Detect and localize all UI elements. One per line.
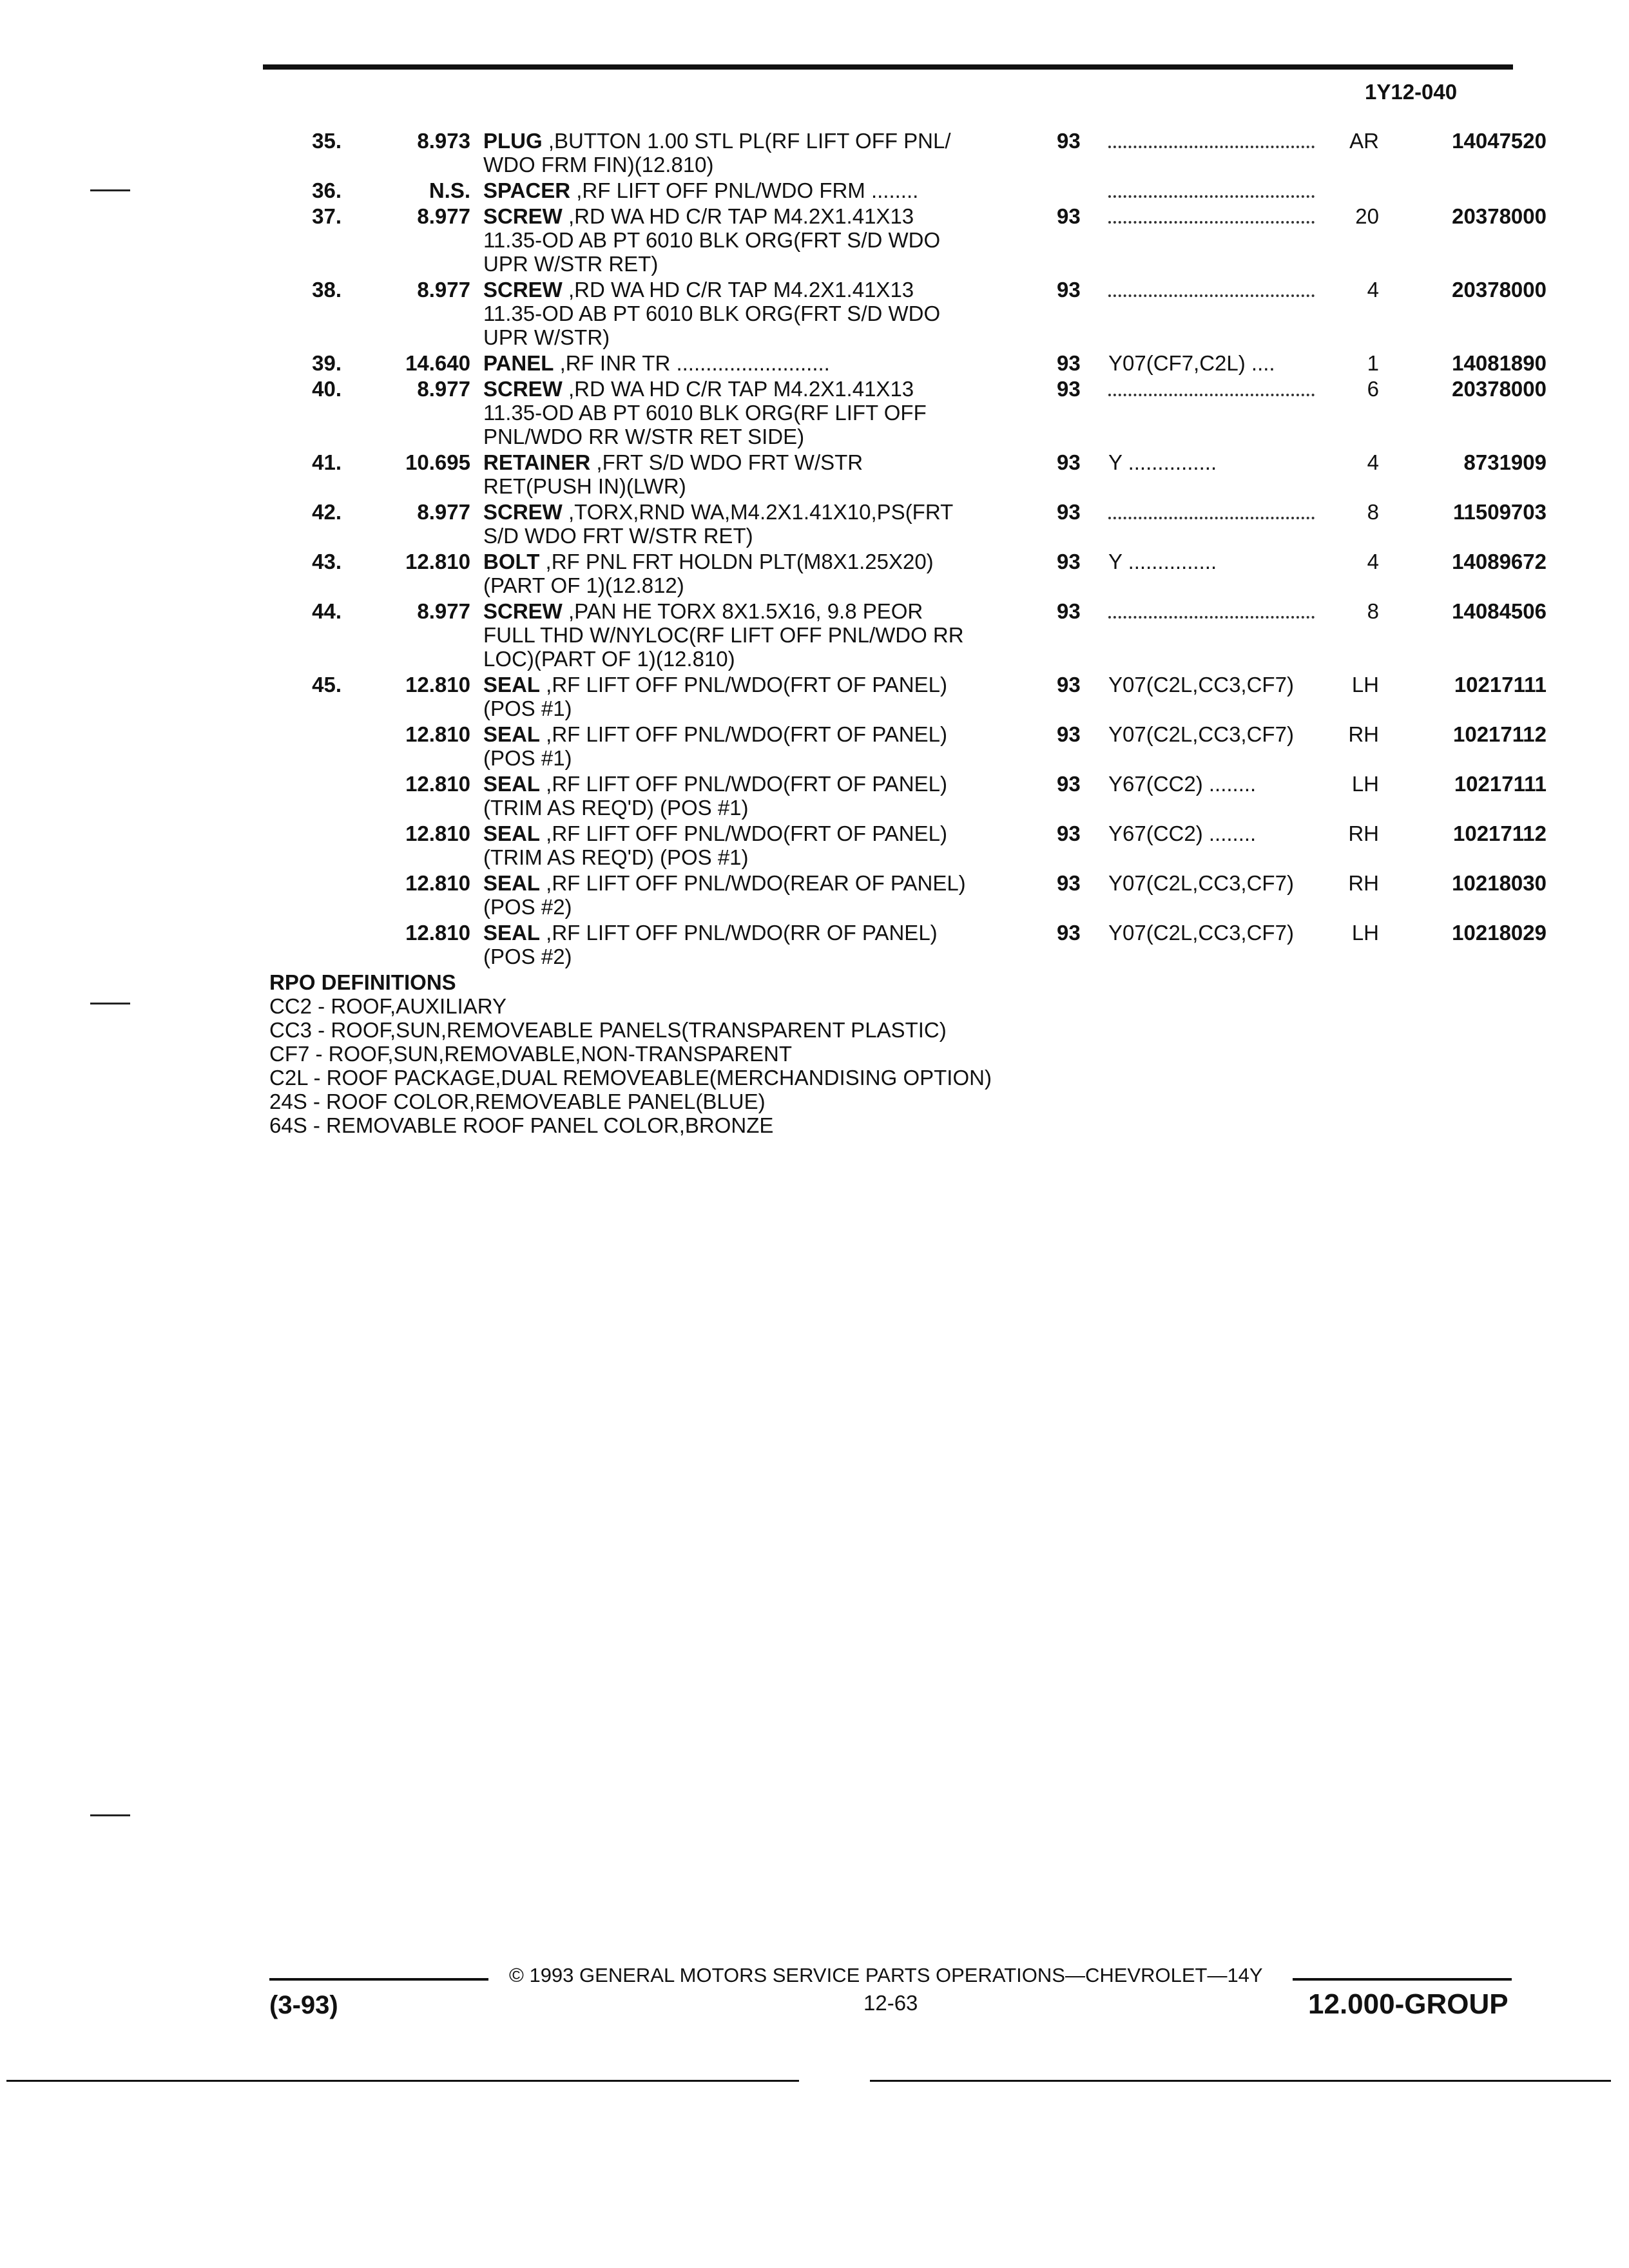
part-option [1108,871,1347,895]
part-description [483,204,1031,276]
part-name: PLUG [483,129,543,153]
part-option-text: Y07(C2L,CC3,CF7) [1108,722,1294,746]
part-description [483,278,1031,349]
part-number: 10217112 [1452,722,1547,746]
part-option [1108,204,1347,224]
part-number: 11509703 [1452,500,1547,524]
part-description [483,673,1031,720]
part-group-number: 12.810 [405,822,470,845]
part-name: RETAINER [483,450,591,474]
part-desc-line: ,RF LIFT OFF PNL/WDO(FRT OF PANEL) [540,772,947,796]
part-desc-line: UPR W/STR) [483,325,610,349]
part-row [258,722,1547,770]
part-name: SEAL [483,822,541,845]
part-quantity: 4 [1367,550,1379,573]
part-desc-line: ,RF LIFT OFF PNL/WDO(FRT OF PANEL) [540,822,947,845]
part-quantity: RH [1348,722,1379,746]
part-year: 93 [1057,722,1081,746]
part-desc-line: 11.35-OD AB PT 6010 BLK ORG(FRT S/D WDO [483,302,941,325]
part-group-number: 8.977 [417,500,470,524]
bottom-rule-left [6,2080,799,2082]
part-number: 20378000 [1452,204,1547,228]
binding-mark [90,1003,130,1004]
part-name: SEAL [483,871,541,895]
part-number: 10218029 [1452,921,1547,945]
part-group-number: 12.810 [405,550,470,573]
part-group-number: 10.695 [405,450,470,474]
part-number: 14089672 [1452,550,1547,573]
part-year: 93 [1057,921,1081,945]
part-name: SEAL [483,722,541,746]
footer-date: (3-93) [269,1991,338,2019]
page-code: 1Y12-040 [1365,80,1458,104]
part-option-text: Y67(CC2) ........ [1108,772,1257,796]
part-name: SPACER [483,178,571,202]
part-option [1108,673,1347,697]
part-row [258,204,1547,276]
part-option-text [1108,500,1315,519]
part-group-number: 8.977 [417,204,470,228]
part-desc-line: ,BUTTON 1.00 STL PL(RF LIFT OFF PNL/ [542,129,951,153]
part-description [483,377,1031,448]
part-name: BOLT [483,550,540,573]
part-row [258,377,1547,448]
part-quantity: 4 [1367,450,1379,474]
part-description [483,550,1031,597]
rpo-item: CC2 - ROOF,AUXILIARY [269,994,506,1018]
part-number: 10217111 [1454,772,1547,796]
rpo-item: CC3 - ROOF,SUN,REMOVEABLE PANELS(TRANSPARENT PLASTIC) [269,1018,947,1042]
part-option-text: Y ............... [1108,450,1217,474]
part-row [258,500,1547,548]
parts-list [258,129,1547,968]
part-option-text [1108,178,1315,198]
part-row [258,599,1547,671]
part-option [1108,921,1347,945]
part-ref-number: 45. [312,673,342,697]
part-option [1108,500,1347,519]
part-year: 93 [1057,772,1081,796]
part-row [258,550,1547,597]
part-desc-line: ,RF LIFT OFF PNL/WDO(REAR OF PANEL) [540,871,966,895]
part-desc-line: ,RF LIFT OFF PNL/WDO FRM ........ [570,178,919,202]
part-group-number: 14.640 [405,351,470,375]
part-option [1108,722,1347,746]
footer-rule-left [269,1978,488,1981]
part-ref-number: 35. [312,129,342,153]
part-option-text: Y ............... [1108,550,1217,573]
part-row [258,822,1547,869]
part-desc-line: WDO FRM FIN)(12.810) [483,153,714,177]
part-row [258,351,1547,375]
part-description [483,351,1031,375]
part-number: 14047520 [1452,129,1547,153]
binding-mark [90,1814,130,1816]
part-desc-line: ,TORX,RND WA,M4.2X1.41X10,PS(FRT [562,500,954,524]
part-desc-line: RET(PUSH IN)(LWR) [483,474,686,498]
part-row [258,772,1547,820]
part-year: 93 [1057,129,1081,153]
part-row [258,450,1547,498]
part-description [483,921,1031,968]
part-ref-number: 44. [312,599,342,623]
rpo-item: 24S - ROOF COLOR,REMOVEABLE PANEL(BLUE) [269,1090,766,1113]
part-name: SEAL [483,673,541,697]
part-group-number: 8.977 [417,278,470,302]
part-name: PANEL [483,351,554,375]
part-option [1108,772,1347,796]
part-name: SCREW [483,500,563,524]
part-description [483,500,1031,548]
part-year: 93 [1057,550,1081,573]
part-quantity: RH [1348,822,1379,845]
rpo-item: C2L - ROOF PACKAGE,DUAL REMOVEABLE(MERCHANDISING OPTION) [269,1066,992,1090]
part-desc-line: (POS #2) [483,945,572,968]
part-desc-line: PNL/WDO RR W/STR RET SIDE) [483,425,805,448]
part-option [1108,351,1347,375]
part-desc-line: (POS #2) [483,895,572,919]
part-row [258,178,1547,202]
part-option-text: Y67(CC2) ........ [1108,822,1257,845]
part-desc-line: FULL THD W/NYLOC(RF LIFT OFF PNL/WDO RR [483,623,964,647]
part-row [258,278,1547,349]
part-group-number: 8.973 [417,129,470,153]
footer-copyright: © 1993 GENERAL MOTORS SERVICE PARTS OPERATIONS—CHEVROLET—14Y [509,1964,1263,1986]
part-desc-line: 11.35-OD AB PT 6010 BLK ORG(FRT S/D WDO [483,228,941,252]
part-ref-number: 43. [312,550,342,573]
part-number: 14084506 [1452,599,1547,623]
part-desc-line: 11.35-OD AB PT 6010 BLK ORG(RF LIFT OFF [483,401,927,425]
part-number: 8731909 [1463,450,1547,474]
part-desc-line: (POS #1) [483,697,572,720]
footer-page-number: 12-63 [863,1991,918,2015]
binding-mark [90,189,130,191]
part-desc-line: ,RF LIFT OFF PNL/WDO(FRT OF PANEL) [540,673,947,697]
part-option-text [1108,129,1315,148]
part-row [258,871,1547,919]
part-desc-line: (PART OF 1)(12.812) [483,573,684,597]
part-option [1108,550,1347,573]
part-desc-line: S/D WDO FRT W/STR RET) [483,524,753,548]
part-number: 10217112 [1452,822,1547,845]
part-ref-number: 36. [312,178,342,202]
part-year: 93 [1057,377,1081,401]
part-quantity: LH [1351,673,1379,697]
part-description [483,822,1031,869]
part-year: 93 [1057,450,1081,474]
part-description [483,871,1031,919]
part-desc-line: ,RF LIFT OFF PNL/WDO(RR OF PANEL) [540,921,938,945]
part-quantity: AR [1349,129,1379,153]
part-quantity: 6 [1367,377,1379,401]
part-description [483,722,1031,770]
part-option-text [1108,377,1315,396]
part-description [483,178,1031,202]
part-year: 93 [1057,673,1081,697]
part-name: SEAL [483,921,541,945]
part-quantity: 8 [1367,599,1379,623]
part-option [1108,822,1347,845]
part-option [1108,599,1347,619]
part-group-number: 12.810 [405,673,470,697]
part-group-number: N.S. [429,178,470,202]
part-group-number: 12.810 [405,772,470,796]
part-name: SCREW [483,278,563,302]
part-option [1108,450,1347,474]
part-year: 93 [1057,351,1081,375]
part-name: SEAL [483,772,541,796]
part-quantity: LH [1351,921,1379,945]
part-desc-line: ,RF PNL FRT HOLDN PLT(M8X1.25X20) [539,550,934,573]
part-quantity: 4 [1367,278,1379,302]
top-rule [263,64,1513,70]
part-ref-number: 42. [312,500,342,524]
rpo-item: CF7 - ROOF,SUN,REMOVABLE,NON-TRANSPARENT [269,1042,793,1066]
part-option [1108,377,1347,396]
part-ref-number: 41. [312,450,342,474]
part-year: 93 [1057,871,1081,895]
part-option [1108,278,1347,297]
part-number: 10218030 [1452,871,1547,895]
part-desc-line: (TRIM AS REQ'D) (POS #1) [483,796,749,820]
part-desc-line: ,PAN HE TORX 8X1.5X16, 9.8 PEOR [562,599,923,623]
rpo-item: 64S - REMOVABLE ROOF PANEL COLOR,BRONZE [269,1113,774,1137]
part-quantity: 1 [1367,351,1379,375]
part-option [1108,129,1347,148]
part-desc-line: LOC)(PART OF 1)(12.810) [483,647,735,671]
part-quantity: LH [1351,772,1379,796]
part-option-text: Y07(CF7,C2L) .... [1108,351,1275,375]
part-desc-line: ,RD WA HD C/R TAP M4.2X1.41X13 [562,204,914,228]
part-group-number: 12.810 [405,921,470,945]
part-description [483,772,1031,820]
part-desc-line: UPR W/STR RET) [483,252,659,276]
part-name: SCREW [483,599,563,623]
part-year: 93 [1057,500,1081,524]
part-ref-number: 38. [312,278,342,302]
part-option-text [1108,278,1315,297]
part-desc-line: ,RD WA HD C/R TAP M4.2X1.41X13 [562,377,914,401]
part-ref-number: 40. [312,377,342,401]
part-name: SCREW [483,377,563,401]
part-row [258,921,1547,968]
part-desc-line: ,RD WA HD C/R TAP M4.2X1.41X13 [562,278,914,302]
part-desc-line: ,RF INR TR .......................... [554,351,830,375]
part-group-number: 8.977 [417,377,470,401]
part-description [483,599,1031,671]
part-number: 14081890 [1452,351,1547,375]
part-option-text: Y07(C2L,CC3,CF7) [1108,673,1294,697]
part-option-text [1108,599,1315,619]
part-year: 93 [1057,204,1081,228]
part-number: 20378000 [1452,278,1547,302]
part-number: 10217111 [1454,673,1547,697]
rpo-heading: RPO DEFINITIONS [269,970,456,994]
footer-group: 12.000-GROUP [1308,1988,1509,2020]
part-description [483,450,1031,498]
part-row [258,673,1547,720]
part-quantity: 20 [1355,204,1379,228]
part-option-text: Y07(C2L,CC3,CF7) [1108,871,1294,895]
part-row [258,129,1547,177]
part-description [483,129,1031,177]
footer-rule-right [1293,1978,1512,1981]
rpo-definitions [269,970,992,1137]
part-year: 93 [1057,599,1081,623]
part-desc-line: ,RF LIFT OFF PNL/WDO(FRT OF PANEL) [540,722,947,746]
part-desc-line: (TRIM AS REQ'D) (POS #1) [483,845,749,869]
part-option-text [1108,204,1315,224]
bottom-rule-right [870,2080,1611,2082]
part-quantity: RH [1348,871,1379,895]
part-ref-number: 37. [312,204,342,228]
part-option [1108,178,1347,198]
part-number: 20378000 [1452,377,1547,401]
part-group-number: 12.810 [405,871,470,895]
part-year: 93 [1057,278,1081,302]
part-quantity: 8 [1367,500,1379,524]
part-group-number: 12.810 [405,722,470,746]
part-option-text: Y07(C2L,CC3,CF7) [1108,921,1294,945]
part-desc-line: (POS #1) [483,746,572,770]
part-ref-number: 39. [312,351,342,375]
part-name: SCREW [483,204,563,228]
part-group-number: 8.977 [417,599,470,623]
part-year: 93 [1057,822,1081,845]
part-desc-line: ,FRT S/D WDO FRT W/STR [590,450,863,474]
